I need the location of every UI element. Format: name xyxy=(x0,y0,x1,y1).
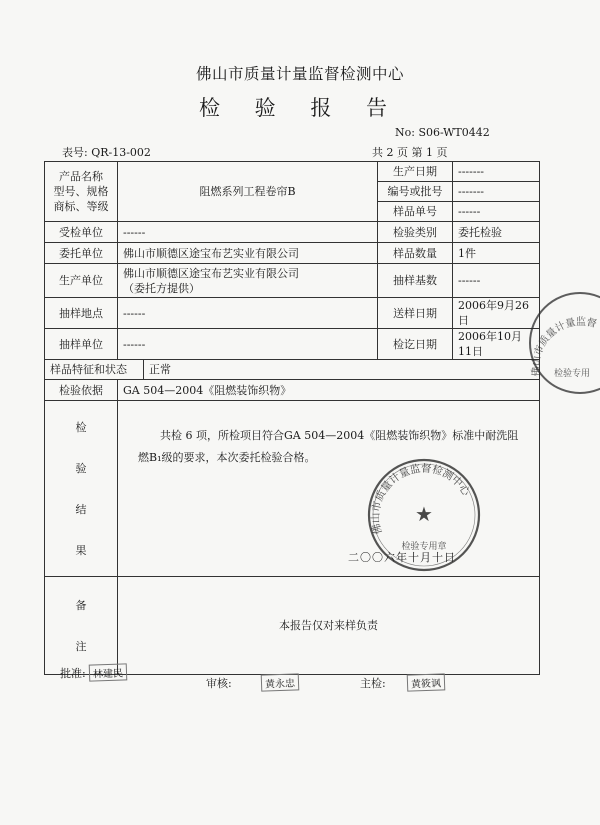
official-seal-stamp xyxy=(364,455,484,575)
approve-signature: 批准: 林建民 xyxy=(60,664,127,681)
sampling-place-label: 抽样地点 xyxy=(45,298,118,329)
report-table xyxy=(44,161,540,675)
sampling-unit-value: ------ xyxy=(118,329,378,360)
sampling-base-value: ------ xyxy=(453,264,540,298)
remarks-text: 本报告仅对来样负责 xyxy=(118,577,540,675)
sample-qty-label: 样品数量 xyxy=(378,243,453,264)
test-category-label: 检验类别 xyxy=(378,222,453,243)
basis-value: GA 504—2004《阻燃装饰织物》 xyxy=(118,380,540,401)
result-label: 检 验 结 果 xyxy=(45,401,118,577)
product-name-value: 阻燃系列工程卷帘B xyxy=(118,162,378,222)
result-date: 二〇〇六年十月十日 xyxy=(348,551,456,564)
remarks-label: 备 注 xyxy=(45,577,118,675)
product-row-1 xyxy=(45,162,540,182)
approve-name: 林建民 xyxy=(89,663,128,681)
stamp-main-subtext: 检验专用章 xyxy=(401,542,447,552)
review-name: 黄永忠 xyxy=(261,673,300,691)
prepare-signature: 主检: 黄筱讽 xyxy=(360,664,445,691)
client-label: 委托单位 xyxy=(45,243,118,264)
product-name-label: 产品名称 型号、规格 商标、等级 xyxy=(45,162,118,222)
sampling-base-label: 抽样基数 xyxy=(378,264,453,298)
sample-status-label: 样品特征和状态 xyxy=(45,360,144,380)
svg-text:佛山市质量计量监督 xyxy=(529,315,598,377)
stamp-main-text: 佛山市质量计量监督检测中心 xyxy=(369,462,472,536)
edge-seal-stamp xyxy=(500,288,600,408)
result-text: 共检 6 项，所检项目符合GA 504—2004《阻燃装饰织物》标准中耐洗阻燃B₁级的要求，本次委托检验合格。 xyxy=(138,429,519,464)
stamp-edge-subtext: 检验专用 xyxy=(553,369,591,379)
report-title: 检 验 报 告 xyxy=(198,96,402,120)
completion-date-label: 检讫日期 xyxy=(378,329,453,360)
sample-no-value: ------ xyxy=(453,202,540,222)
batch-no-value: ------- xyxy=(453,182,540,202)
sampling-unit-label: 抽样单位 xyxy=(45,329,118,360)
basis-label: 检验依据 xyxy=(45,380,118,401)
organization-name: 佛山市质量计量监督检测中心 xyxy=(195,65,404,83)
batch-no-label: 编号或批号 xyxy=(378,182,453,202)
sample-status-value: 正常 xyxy=(144,360,540,380)
sample-no-label: 样品单号 xyxy=(378,202,453,222)
producer-label: 生产单位 xyxy=(45,264,118,298)
production-date-value: ------- xyxy=(453,162,540,182)
prepare-name: 黄筱讽 xyxy=(407,673,446,691)
delivery-date-value: 2006年9月26日 xyxy=(453,298,540,329)
producer-value: 佛山市顺德区途宝布艺实业有限公司 （委托方提供） xyxy=(118,264,378,298)
inspected-unit-value: ------ xyxy=(118,222,378,243)
delivery-date-label: 送样日期 xyxy=(378,298,453,329)
svg-text:★: ★ xyxy=(415,502,433,526)
sample-qty-value: 1件 xyxy=(453,243,540,264)
production-date-label: 生产日期 xyxy=(378,162,453,182)
client-value: 佛山市顺德区途宝布艺实业有限公司 xyxy=(118,243,378,264)
review-signature: 审核: 黄永忠 xyxy=(206,664,299,691)
test-category-value: 委托检验 xyxy=(453,222,540,243)
inspected-unit-label: 受检单位 xyxy=(45,222,118,243)
report-number: No: S06-WT0442 xyxy=(395,126,490,139)
form-number: 表号: QR-13-002 xyxy=(62,146,151,159)
page-info: 共 2 页 第 1 页 xyxy=(372,146,448,159)
completion-date-value: 2006年10月11日 xyxy=(453,329,540,360)
stamp-edge-text: 佛山市质量计量监督 xyxy=(530,316,598,377)
sampling-place-value: ------ xyxy=(118,298,378,329)
